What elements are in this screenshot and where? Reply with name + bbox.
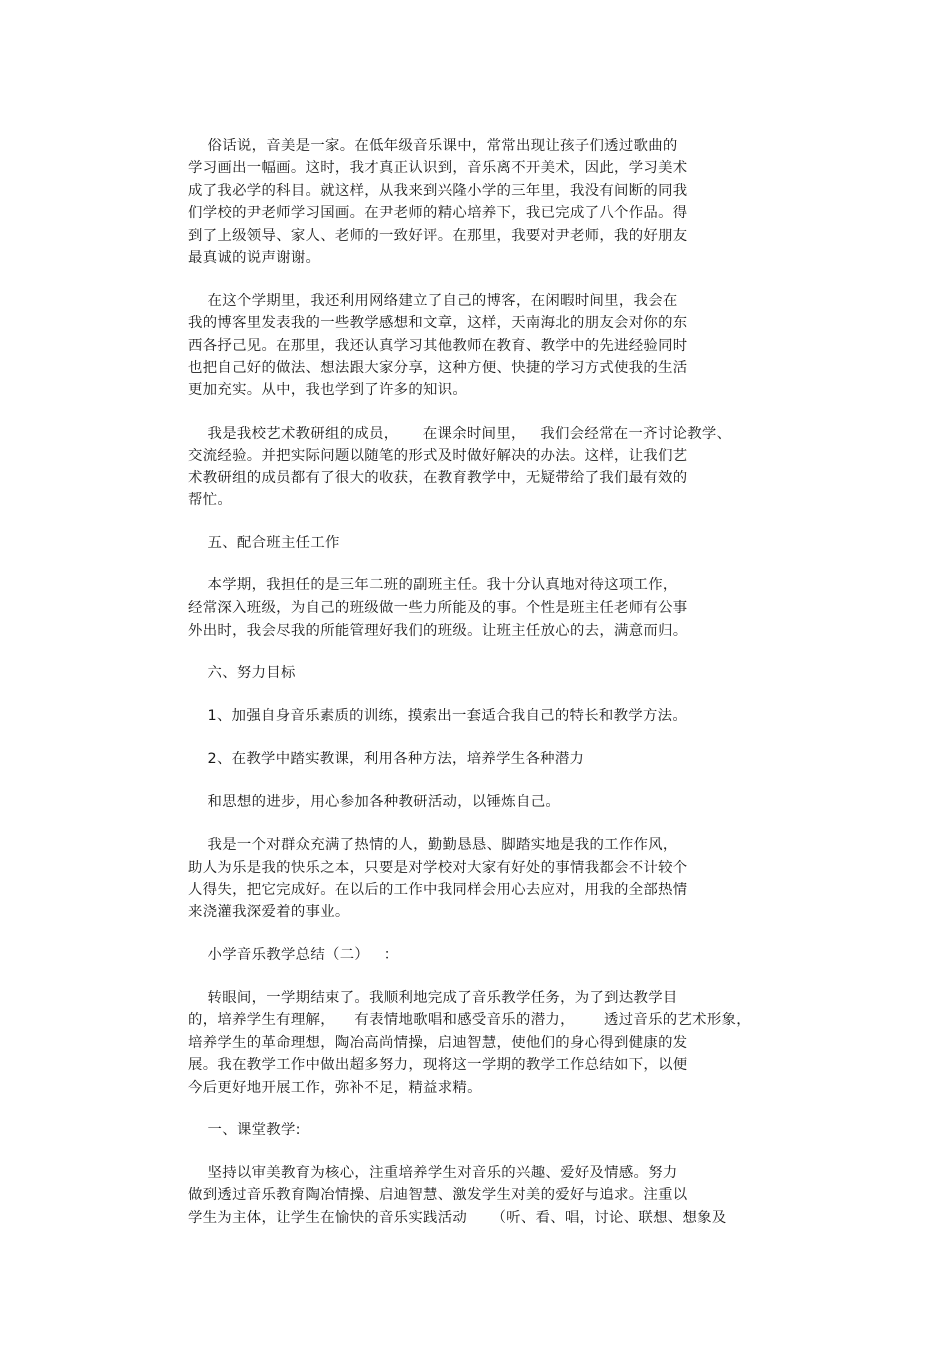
list-item: 1、加强自身音乐素质的训练，摸索出一套适合我自己的特长和教学方法。	[188, 708, 688, 724]
text-line: 交流经验。并把实际问题以随笔的形式及时做好解决的办法。这样，让我们艺	[188, 448, 688, 464]
text-line: 今后更好地开展工作，弥补不足，精益求精。	[188, 1080, 482, 1096]
text-line: 学习画出一幅画。这时，我才真正认识到，音乐离不开美术，因此，学习美术	[188, 160, 688, 176]
text-line: 助人为乐是我的快乐之本，只要是对学校对大家有好处的事情我都会不计较个	[188, 860, 688, 876]
text-line: 最真诚的说声谢谢。	[188, 250, 321, 266]
text-line: 来浇灌我深爱着的事业。	[188, 904, 350, 920]
text-line: 俗话说，音美是一家。在低年级音乐课中，常常出现让孩子们透过歌曲的	[188, 138, 678, 154]
text-line: 我是一个对群众充满了热情的人，勤勤恳恳、脚踏实地是我的工作作风，	[188, 837, 678, 853]
text-line: 在这个学期里，我还利用网络建立了自己的博客，在闲暇时间里，我会在	[188, 293, 678, 309]
text-line: 转眼间，一学期结束了。我顺利地完成了音乐教学任务，为了到达教学目	[188, 990, 678, 1006]
text-line: 我的博客里发表我的一些教学感想和文章，这样，天南海北的朋友会对你的东	[188, 315, 688, 331]
section-heading: 六、努力目标	[188, 665, 296, 681]
text-line: 外出时，我会尽我的所能管理好我们的班级。让班主任放心的去，满意而归。	[188, 623, 688, 639]
section-heading: 五、配合班主任工作	[188, 535, 340, 551]
text-line: 更加充实。从中，我也学到了许多的知识。	[188, 382, 468, 398]
text-line: 展。我在教学工作中做出超多努力，现将这一学期的教学工作总结如下，以便	[188, 1057, 688, 1073]
text-line: 学生为主体，让学生在愉快的音乐实践活动 （听、看、唱，讨论、联想、想象及	[188, 1210, 727, 1226]
text-line: 我是我校艺术教研组的成员， 在课余时间里， 我们会经常在一齐讨论教学、	[188, 426, 732, 442]
text-line: 也把自己好的做法、想法跟大家分享，这种方便、快捷的学习方式使我的生活	[188, 360, 688, 376]
text-line: 们学校的尹老师学习国画。在尹老师的精心培养下，我已完成了八个作品。得	[188, 205, 688, 221]
text-line: 帮忙。	[188, 492, 233, 508]
list-item: 2、在教学中踏实教课，利用各种方法，培养学生各种潜力	[188, 751, 585, 767]
text-line: 到了上级领导、家人、老师的一致好评。在那里，我要对尹老师，我的好朋友	[188, 228, 688, 244]
text-line: 经常深入班级，为自己的班级做一些力所能及的事。个性是班主任老师有公事	[188, 600, 688, 616]
text-line: 人得失，把它完成好。在以后的工作中我同样会用心去应对，用我的全部热情	[188, 882, 688, 898]
text-line: 成了我必学的科目。就这样，从我来到兴隆小学的三年里，我没有间断的同我	[188, 183, 688, 199]
text-line: 做到透过音乐教育陶冶情操、启迪智慧、激发学生对美的爱好与追求。注重以	[188, 1187, 688, 1203]
section-heading: 小学音乐教学总结（二） ：	[188, 947, 399, 963]
text-line: 西各抒己见。在那里，我还认真学习其他教师在教育、教学中的先进经验同时	[188, 338, 688, 354]
text-line: 本学期，我担任的是三年二班的副班主任。我十分认真地对待这项工作，	[188, 577, 678, 593]
text-line: 术教研组的成员都有了很大的收获，在教育教学中，无疑带给了我们最有效的	[188, 470, 688, 486]
text-line: 的，培养学生有理解， 有表情地歌唱和感受音乐的潜力， 透过音乐的艺术形象，	[188, 1012, 751, 1028]
section-heading: 一、课堂教学:	[188, 1122, 301, 1138]
text-line: 培养学生的革命理想，陶冶高尚情操，启迪智慧，使他们的身心得到健康的发	[188, 1035, 688, 1051]
text-line: 和思想的进步，用心参加各种教研活动，以锤炼自己。	[188, 794, 561, 810]
text-line: 坚持以审美教育为核心，注重培养学生对音乐的兴趣、爱好及情感。努力	[188, 1165, 678, 1181]
